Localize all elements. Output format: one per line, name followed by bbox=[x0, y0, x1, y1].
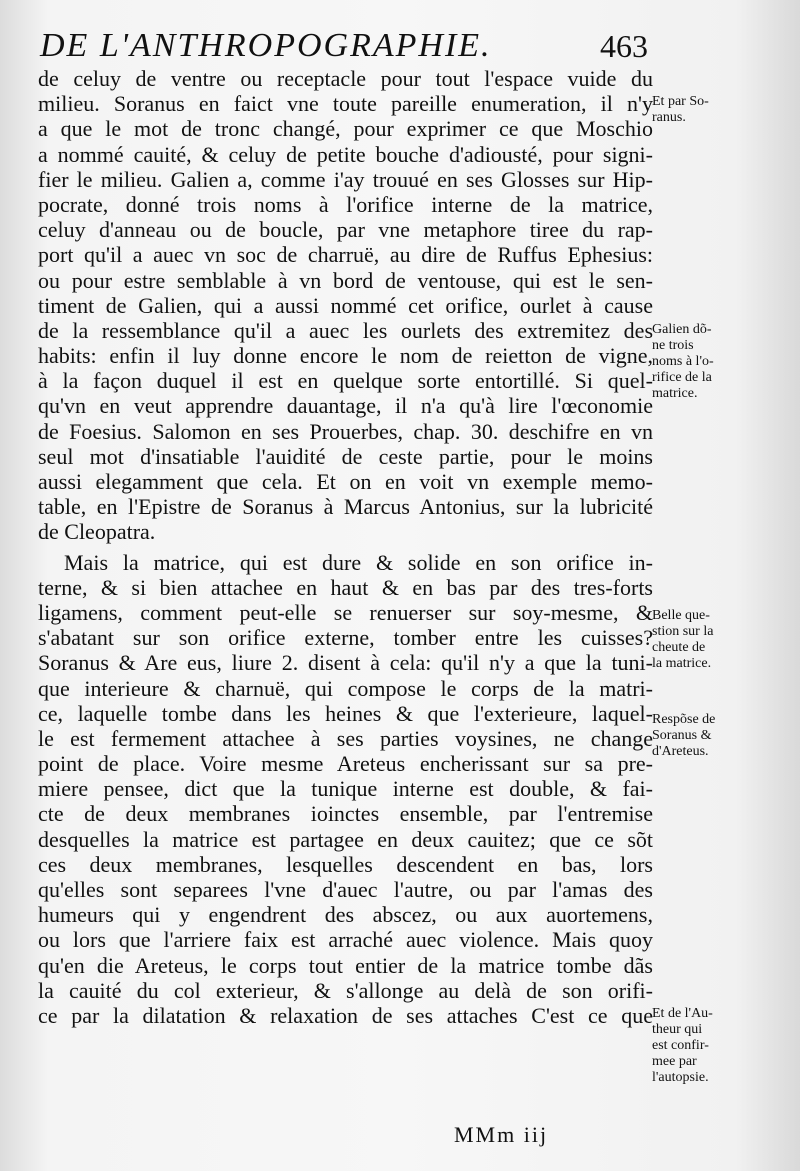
margin-note-line: noms à l'o- bbox=[652, 354, 714, 369]
text-line: seul mot d'insatiable l'auidité de ceste partie, pour le moins bbox=[38, 443, 653, 469]
margin-note-galien bbox=[652, 322, 764, 402]
text-line: point de place. Voire mesme Areteus encherissant sur sa pre- bbox=[38, 751, 653, 777]
text-line: miere pensee, dict que la tunique interne est double, & fai- bbox=[38, 776, 653, 802]
text-line: ligamens, comment peut-elle se renuerser sur soy-mesme, & bbox=[38, 599, 653, 625]
text-line: ou pour estre semblable à vn bord de ventouse, qui est le sen- bbox=[38, 267, 653, 293]
text-line: Mais la matrice, qui est dure & solide en son orifice in- bbox=[64, 549, 653, 575]
margin-note-autopsie bbox=[652, 1006, 764, 1086]
text-line: terne, & si bien attachee en haut & en bas par des tres-forts bbox=[38, 574, 653, 600]
margin-note-line: Galien dõ- bbox=[652, 322, 712, 337]
running-title: DE L'ANTHROPOGRAPHIE. bbox=[40, 27, 492, 64]
text-line: humeurs qui y engendrent des abscez, ou aux auortemens, bbox=[38, 902, 653, 928]
margin-note-line: ranus. bbox=[652, 110, 686, 125]
text-line: s'abatant sur son orifice externe, tomber entre les cuisses? bbox=[38, 625, 653, 651]
text-line: table, en l'Epistre de Soranus à Marcus Antonius, sur la lubricité bbox=[38, 494, 653, 520]
margin-note-line: Soranus & bbox=[652, 728, 712, 743]
margin-note-line: est confir- bbox=[652, 1038, 709, 1053]
margin-note-line: rifice de la bbox=[652, 370, 712, 385]
page-header bbox=[40, 26, 650, 66]
text-line: de Foesius. Salomon en ses Prouerbes, chap. 30. deschifre en vn bbox=[38, 418, 653, 444]
text-line: port qu'il a auec vn soc de charruë, au dire de Ruffus Ephesius: bbox=[38, 242, 653, 268]
margin-note-line: d'Areteus. bbox=[652, 744, 709, 759]
text-line: de la ressemblance qu'il a auec les ourlets des extremitez des bbox=[38, 317, 653, 343]
margin-note-line: mee par bbox=[652, 1054, 697, 1069]
text-line: le est fermement attachee à ses parties voysines, ne change bbox=[38, 725, 653, 751]
text-line: ce par la dilatation & relaxation de ses attaches C'est ce que bbox=[38, 1002, 653, 1028]
margin-note-soranus bbox=[652, 94, 764, 126]
text-line: milieu. Soranus en faict vne toute pareille enumeration, il n'y bbox=[38, 91, 653, 117]
text-line: timent de Galien, qui a aussi nommé cet orifice, ourlet à cause bbox=[38, 292, 653, 318]
text-line: à la façon duquel il est en quelque sorte entortillé. Si quel- bbox=[38, 368, 653, 394]
margin-note-line: stion sur la bbox=[652, 624, 714, 639]
text-line: la cauité du col exterieur, & s'allonge au delà de son orifi- bbox=[38, 977, 653, 1003]
text-line: cte de deux membranes ioinctes ensemble, par l'entremise bbox=[38, 801, 653, 827]
margin-note-response bbox=[652, 712, 764, 760]
text-line: qu'vn en veut apprendre dauantage, il n'a qu'à lire l'œconomie bbox=[38, 393, 653, 419]
text-line: aussi elegamment que cela. Et on en voit vn exemple memo- bbox=[38, 469, 653, 494]
margin-note-line: l'autopsie. bbox=[652, 1070, 709, 1085]
margin-note-line: matrice. bbox=[652, 386, 698, 401]
page-number: 463 bbox=[600, 28, 648, 64]
margin-note-line: Respõse de bbox=[652, 712, 716, 727]
text-line: a nommé cauité, & celuy de petite bouche d'adiousté, pour signi- bbox=[38, 141, 653, 167]
margin-note-line: Et par So- bbox=[652, 94, 709, 109]
margin-note-line: cheute de bbox=[652, 640, 706, 655]
signature-mark: MMm iij bbox=[454, 1122, 549, 1147]
text-line: Soranus & Are eus, liure 2. disent à cela: qu'il n'y a que la tuni- bbox=[38, 650, 653, 676]
text-line: que interieure & charnuë, qui compose le corps de la matri- bbox=[38, 675, 653, 701]
text-line: habits: enfin il luy donne encore le nom de reietton de vigne, bbox=[38, 343, 653, 369]
text-line: de celuy de ventre ou receptacle pour tout l'espace vuide du bbox=[38, 66, 653, 91]
text-line: ou lors que l'arriere faix est arraché auec violence. Mais quoy bbox=[38, 927, 653, 953]
text-line: pocrate, donné trois noms à l'orifice interne de la matrice, bbox=[38, 191, 653, 217]
margin-note-line: ne trois bbox=[652, 338, 694, 353]
margin-note-line: Et de l'Au- bbox=[652, 1006, 713, 1021]
text-line: ces deux membranes, lesquelles descendent en bas, lors bbox=[38, 851, 653, 877]
margin-note-question bbox=[652, 608, 764, 672]
text-line: ce, laquelle tombe dans les heines & que l'exterieure, laquel- bbox=[38, 700, 653, 726]
margin-note-line: theur qui bbox=[652, 1022, 703, 1037]
text-line: desquelles la matrice est partagee en deux cauitez; que ce sõt bbox=[38, 826, 653, 852]
text-line: celuy d'anneau ou de boucle, par vne metaphore tiree du rap- bbox=[38, 217, 653, 243]
text-line: qu'en die Areteus, le corps tout entier de la matrice tombe dãs bbox=[38, 952, 653, 978]
paragraph-2 bbox=[38, 550, 653, 1029]
text-line: a que le mot de tronc changé, pour exprimer ce que Moschio bbox=[38, 116, 653, 142]
text-line: de Cleopatra. bbox=[38, 519, 156, 545]
paragraph-1 bbox=[38, 66, 653, 545]
margin-note-line: la matrice. bbox=[652, 656, 712, 671]
margin-note-line: Belle que- bbox=[652, 608, 710, 623]
main-text bbox=[38, 66, 653, 1028]
text-line: qu'elles sont separees l'vne d'auec l'autre, ou par l'amas des bbox=[38, 877, 653, 902]
text-line: fier le milieu. Galien a, comme i'ay trouué en ses Glosses sur Hip- bbox=[38, 166, 653, 192]
